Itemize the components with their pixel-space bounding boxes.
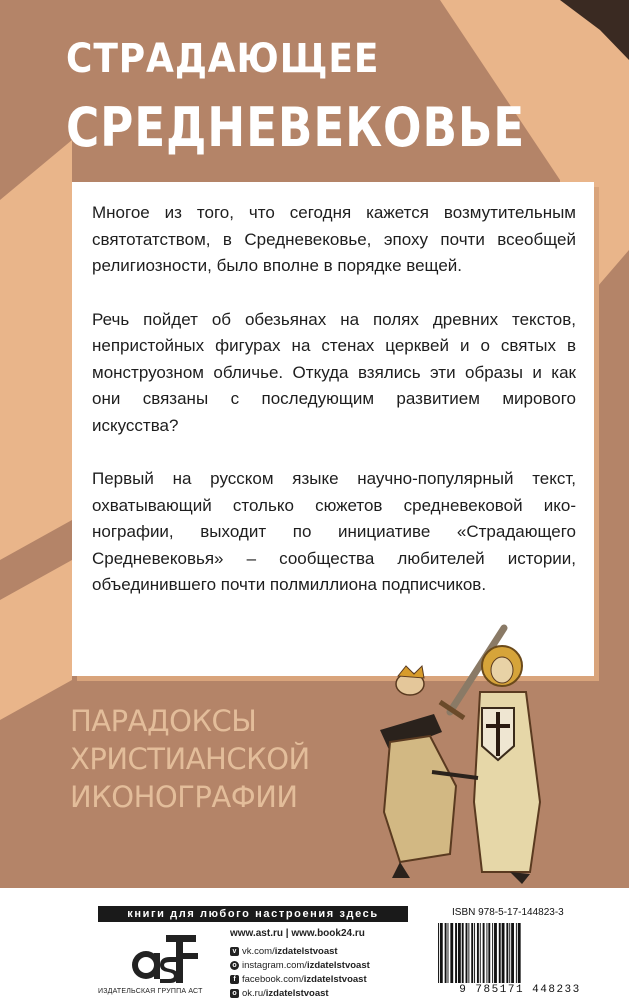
annotation-paragraph: Первый на русском языке научно-популярный текст, охватывающий столько сюжетов средневековой иконографии, выходит по инициативе «Страдающего Средневековья» – сообщества любителей истории, объединившего почти полмиллиона подписчиков. [92, 469, 576, 594]
social-link-odnoklassniki[interactable]: o ok.ru/ izdatelstvoast [230, 986, 370, 1000]
social-link-instagram[interactable]: o instagram.com/ izdatelstvoast [230, 958, 370, 972]
barcode-bar [511, 923, 514, 983]
subtitle-line: ПАРАДОКСЫ [70, 704, 257, 738]
barcode-bar [486, 923, 487, 983]
odnoklassniki-icon: o [230, 989, 239, 998]
barcode-bar [462, 923, 464, 983]
barcode-bar [438, 923, 439, 983]
barcode-digits: 9 785171 448233 [459, 984, 581, 996]
barcode-bar [445, 923, 447, 983]
barcode-bar [466, 923, 468, 983]
barcode-bar [450, 923, 453, 983]
barcode-bar [458, 923, 461, 983]
social-links [230, 944, 370, 1000]
barcode-bar [471, 923, 473, 983]
annotation-paragraph: Речь пойдет об обезьянах на полях древних текстов, непристойных фигурах на стенах церквей и о святых в монструозном обличье. Откуда взялись эти образы и как они связаны с последующим развитием мирового искусства? [92, 309, 576, 435]
subtitle-line: ХРИСТИАНСКОЙ [70, 742, 310, 776]
ast-logo [110, 927, 202, 989]
barcode-bar [516, 923, 517, 983]
barcode-bar [509, 923, 510, 983]
book-title-line-1: СТРАДАЮЩЕЕ [66, 36, 380, 82]
subtitle-line: ИКОНОГРАФИИ [70, 780, 298, 814]
publisher-name: ИЗДАТЕЛЬСКАЯ ГРУППА АСТ [98, 988, 203, 995]
medieval-knight-illustration [370, 622, 550, 888]
barcode-bar [506, 923, 508, 983]
barcode-bar [492, 923, 493, 983]
barcode-bar [468, 923, 469, 983]
slogan-banner: книги для любого настроения здесь [98, 906, 408, 922]
barcode-bar [480, 923, 481, 983]
barcode-bar [448, 923, 449, 983]
barcode-bar [455, 923, 457, 983]
barcode-bar [474, 923, 475, 983]
barcode-bar [483, 923, 485, 983]
publisher-websites: www.ast.ru | www.book24.ru [230, 928, 365, 939]
book-title-line-2: СРЕДНЕВЕКОВЬЕ [66, 96, 526, 159]
vk-icon: v [230, 947, 239, 956]
barcode-bar [518, 923, 521, 983]
barcode-bar [502, 923, 505, 983]
annotation-paragraph: Многое из того, что сегодня кажется возмутительным святотатством, в Средневековье, эпоху почти всеобщей религиозности, было вполне в порядке вещей. [92, 203, 576, 275]
facebook-icon: f [230, 975, 239, 984]
annotation-box [72, 182, 594, 676]
instagram-icon: o [230, 961, 239, 970]
barcode-bar [499, 923, 501, 983]
social-link-facebook[interactable]: f facebook.com/ izdatelstvoast [230, 972, 370, 986]
barcode-bar [477, 923, 479, 983]
barcode-bar [440, 923, 443, 983]
isbn-barcode [434, 921, 606, 985]
isbn-label: ISBN 978-5-17-144823-3 [452, 907, 564, 918]
barcode-bar [488, 923, 490, 983]
social-link-vk[interactable]: v vk.com/ izdatelstvoast [230, 944, 370, 958]
barcode-bar [494, 923, 497, 983]
book-subtitle [70, 702, 370, 816]
